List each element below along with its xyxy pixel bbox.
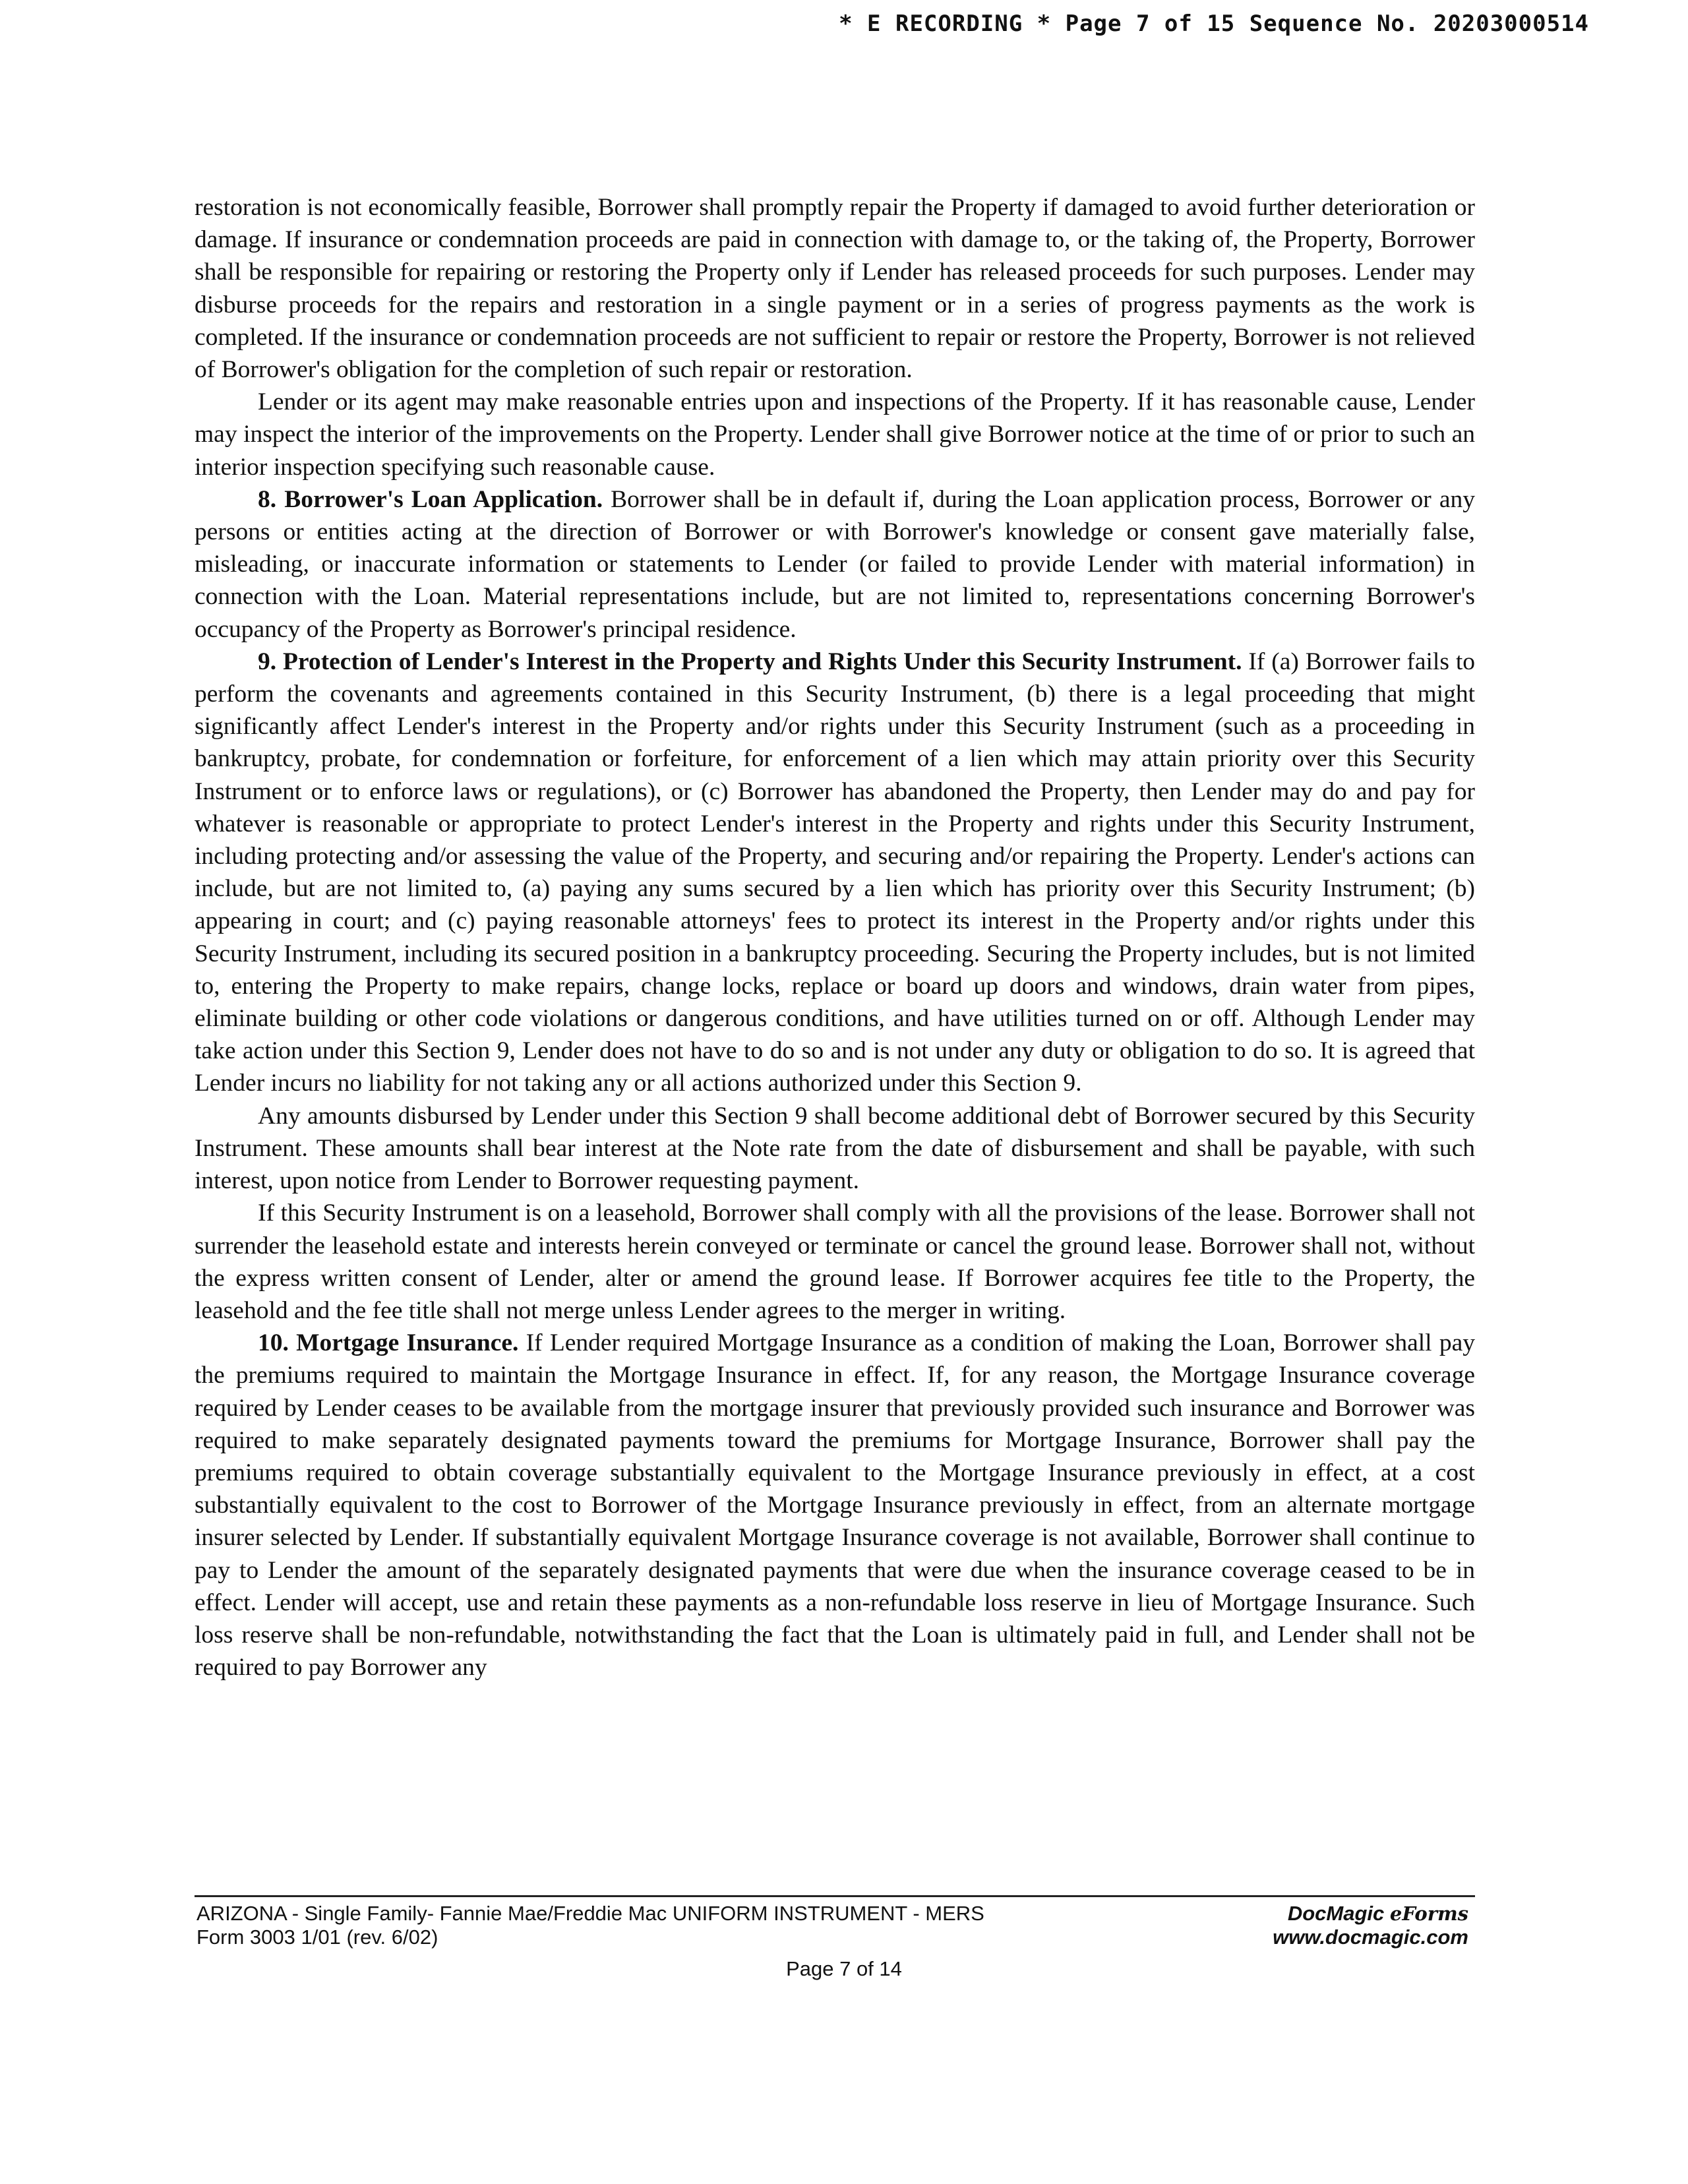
paragraph-restoration: restoration is not economically feasible, Borrower shall promptly repair the Property if damaged to avoid further deterioration or damage. If insurance or condemnation proceeds are paid in connection with damage to, or the taking of, the Property, Borrower shall be responsible for repairing or restoring the Property only if Lender has released proceeds for such purposes. Lender may disburse proceeds for the repairs and restoration in a single payment or in a series of progress payments as the work is completed. If the insurance or condemnation proceeds are not sufficient to repair or restore the Property, Borrower is not relieved of Borrower's obligation for the completion of such repair or restoration.: [195, 194, 1475, 384]
brand-eforms: eForms: [1389, 1902, 1468, 1925]
section-8-text: Borrower shall be in default if, during the Loan application process, Borrower or any persons or entities acting at the direction of Borrower or with Borrower's knowledge or consent gave materially false, misleading, or inaccurate information or statements to Lender (or failed to provide Lender with material information) in connection with the Loan. Material representations include, but are not limited to, representations concerning Borrower's occupancy of the Property as Borrower's principal residence.: [195, 485, 1475, 643]
section-9-title: 9. Protection of Lender's Interest in the Property and Rights Under this Security Instrument.: [258, 648, 1242, 675]
section-8-title: 8. Borrower's Loan Application.: [258, 485, 603, 513]
section-8: [195, 483, 1475, 646]
paragraph-amounts-disbursed: Any amounts disbursed by Lender under this Section 9 shall become additional debt of Borrower secured by this Security Instrument. These amounts shall bear interest at the Note rate from the date of disbursement and shall be payable, with such interest, upon notice from Lender to Borrower requesting payment.: [195, 1102, 1475, 1195]
brand-website: www.docmagic.com: [1273, 1926, 1468, 1949]
footer-form-line1: ARIZONA - Single Family- Fannie Mae/Freddie Mac UNIFORM INSTRUMENT - MERS: [196, 1902, 984, 1925]
page-number: Page 7 of 14: [786, 1957, 902, 1980]
footer-form-info: [196, 1902, 1120, 1949]
section-10: [195, 1327, 1475, 1684]
footer-form-line2: Form 3003 1/01 (rev. 6/02): [196, 1926, 438, 1949]
section-9: [195, 646, 1475, 1100]
recording-header: * E RECORDING * Page 7 of 15 Sequence No. 20203000514: [839, 11, 1589, 37]
brand-name: DocMagic: [1287, 1902, 1385, 1925]
paragraph-inspections: Lender or its agent may make reasonable entries upon and inspections of the Property. If it has reasonable cause, Lender may inspect the interior of the improvements on the Property. Lender shall give Borrower notice at the time of or prior to such an interior inspection specifying such reasonable cause.: [195, 388, 1475, 481]
document-body: [195, 191, 1475, 1684]
footer-divider: [195, 1895, 1475, 1897]
section-10-title: 10. Mortgage Insurance.: [258, 1329, 519, 1357]
docmagic-logo: [1139, 1902, 1468, 1926]
paragraph-leasehold: If this Security Instrument is on a leasehold, Borrower shall comply with all the provisions of the lease. Borrower shall not surrender the leasehold estate and interests herein conveyed or terminate or cancel the ground lease. Borrower shall not, without the express written consent of Lender, alter or amend the ground lease. If Borrower acquires fee title to the Property, the leasehold and the fee title shall not merge unless Lender agrees to the merger in writing.: [195, 1199, 1475, 1324]
section-10-text: If Lender required Mortgage Insurance as a condition of making the Loan, Borrower shall pay the premiums required to maintain the Mortgage Insurance in effect. If, for any reason, the Mortgage Insurance coverage required by Lender ceases to be available from the mortgage insurer that previously provided such insurance and Borrower was required to make separately designated payments toward the premiums for Mortgage Insurance, Borrower shall pay the premiums required to obtain coverage substantially equivalent to the Mortgage Insurance previously in effect, at a cost substantially equivalent to the cost to Borrower of the Mortgage Insurance previously in effect, from an alternate mortgage insurer selected by Lender. If substantially equivalent Mortgage Insurance coverage is not available, Borrower shall continue to pay to Lender the amount of the separately designated payments that were due when the insurance coverage ceased to be in effect. Lender will accept, use and retain these payments as a non-refundable loss reserve in lieu of Mortgage Insurance. Such loss reserve shall be non-refundable, notwithstanding the fact that the Loan is ultimately paid in full, and Lender shall not be required to pay Borrower any: [195, 1329, 1476, 1682]
section-9-text: If (a) Borrower fails to perform the covenants and agreements contained in this Security Instrument, (b) there is a legal proceeding that might significantly affect Lender's interest in the Property and/or rights under this Security Instrument (such as a proceeding in bankruptcy, probate, for condemnation or forfeiture, for enforcement of a lien which may attain priority over this Security Instrument or to enforce laws or regulations), or (c) Borrower has abandoned the Property, then Lender may do and pay for whatever is reasonable or appropriate to protect Lender's interest in the Property and rights under this Security Instrument, including protecting and/or assessing the value of the Property, and securing and/or repairing the Property. Lender's actions can include, but are not limited to, (a) paying any sums secured by a lien which has priority over this Security Instrument; (b) appearing in court; and (c) paying reasonable attorneys' fees to protect its interest in the Property and/or rights under this Security Instrument, including its secured position in a bankruptcy proceeding. Securing the Property includes, but is not limited to, entering the Property to make repairs, change locks, replace or board up doors and windows, drain water from pipes, eliminate building or other code violations or dangerous conditions, and have utilities turned on or off. Although Lender may take action under this Section 9, Lender does not have to do so and is not under any duty or obligation to do so. It is agreed that Lender incurs no liability for not taking any or all actions authorized under this Section 9.: [195, 648, 1475, 1097]
footer-brand: [1139, 1902, 1468, 1949]
